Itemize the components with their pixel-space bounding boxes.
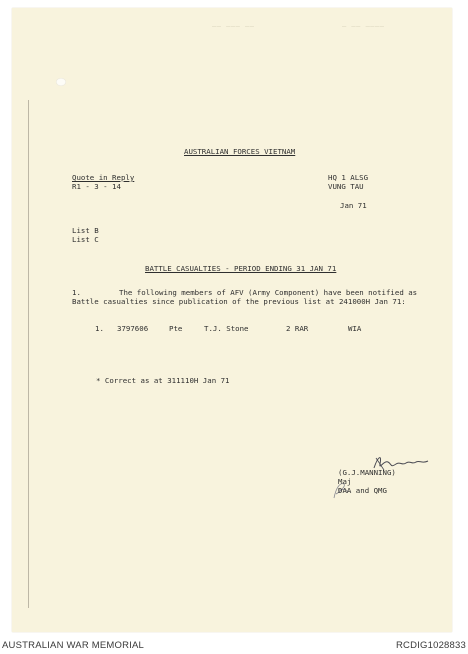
list-b: List B bbox=[72, 226, 99, 235]
paragraph-line-1: The following members of AFV (Army Component) have been notified as bbox=[119, 288, 418, 297]
casualty-index: 1. bbox=[95, 324, 104, 333]
hq-label: HQ 1 ALSG bbox=[328, 173, 369, 182]
signatory-role: DAA and QMG bbox=[338, 486, 387, 495]
unit: 2 RAR bbox=[286, 324, 309, 333]
quote-label: Quote in Reply bbox=[72, 173, 135, 182]
list-c: List C bbox=[72, 235, 99, 244]
footer-institution: AUSTRALIAN WAR MEMORIAL bbox=[2, 640, 145, 651]
document-date: Jan 71 bbox=[340, 201, 367, 210]
casualty-name: T.J. Stone bbox=[204, 324, 249, 333]
footer-record-id: RCDIG1028833 bbox=[396, 640, 466, 651]
document-title: AUSTRALIAN FORCES VIETNAM bbox=[184, 147, 296, 156]
paragraph-number: 1. bbox=[72, 288, 81, 297]
document-page bbox=[12, 8, 452, 632]
rank: Pte bbox=[169, 324, 183, 333]
faint-bleedthrough: —— ——— —— bbox=[212, 22, 255, 30]
punch-hole bbox=[56, 78, 66, 86]
signatory-name: (G.J.MANNING) bbox=[338, 468, 396, 477]
status: WIA bbox=[348, 324, 362, 333]
correct-as-at-note: * Correct as at 311110H Jan 71 bbox=[96, 376, 230, 385]
service-number: 3797606 bbox=[117, 324, 149, 333]
reference-number: R1 - 3 - 14 bbox=[72, 182, 121, 191]
signatory-rank: Maj bbox=[338, 477, 352, 486]
location-label: VUNG TAU bbox=[328, 182, 364, 191]
binding-line bbox=[28, 100, 29, 608]
faint-bleedthrough: — —— ———— bbox=[342, 22, 385, 30]
paragraph-line-2: Battle casualties since publication of the previous list at 241000H Jan 71: bbox=[72, 297, 406, 306]
section-heading: BATTLE CASUALTIES - PERIOD ENDING 31 JAN 71 bbox=[145, 264, 337, 273]
